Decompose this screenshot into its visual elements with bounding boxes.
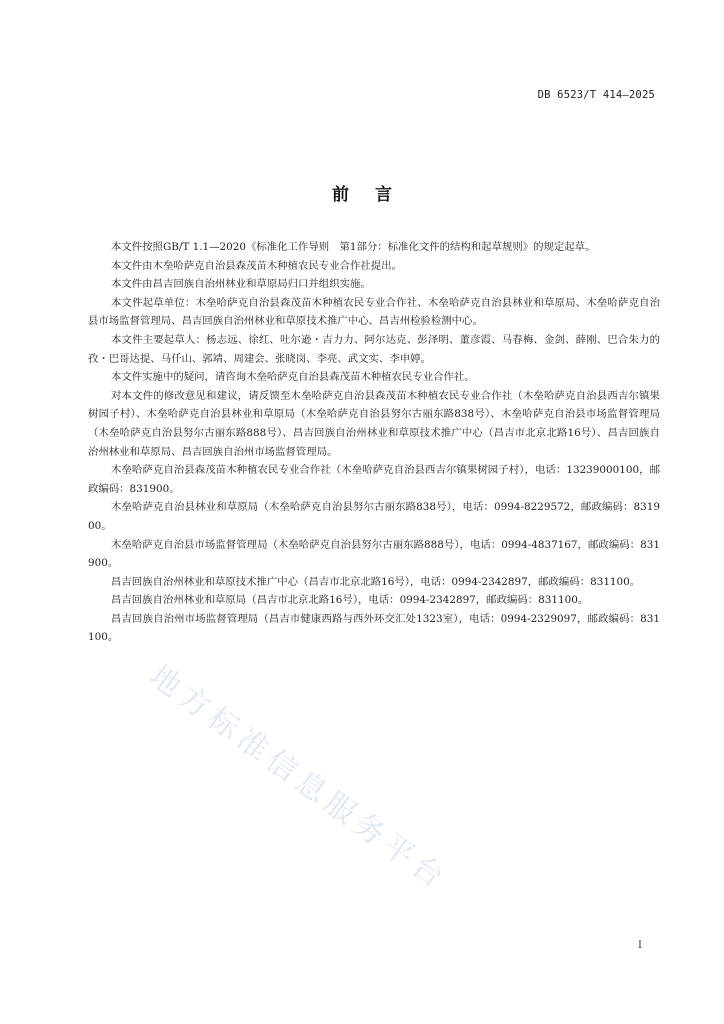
paragraph-administration: 本文件由昌吉回族自治州林业和草原局归口并组织实施。: [111, 278, 371, 291]
contact-prefecture-market: 昌吉回族自治州市场监督管理局（昌吉市健康西路与西外环交汇处1323室），电话：0994-2329097，邮政编码：831100。: [88, 612, 660, 644]
paragraph-drafting-units: 本文件起草单位：木垒哈萨克自治县森茂苗木种植农民专业合作社、木垒哈萨克自治县林业和草原局、木垒哈萨克自治县市场监督管理局、昌吉回族自治州林业和草原技术推广中心、昌吉州检验检测中心。: [88, 296, 660, 328]
contact-county-forestry: 木垒哈萨克自治县林业和草原局（木垒哈萨克自治县努尔古丽东路838号），电话：0994-8229572，邮政编码：831900。: [88, 501, 660, 532]
contact-prefecture-forestry: 昌吉回族自治州林业和草原局（昌吉市北京北路16号），电话：0994-2342897，邮政编码：831100。: [111, 594, 589, 607]
foreword-body: [88, 238, 660, 647]
paragraph-proposer: 本文件由木垒哈萨克自治县森茂苗木种植农民专业合作社提出。: [111, 259, 402, 272]
contact-prefecture-tech-center: 昌吉回族自治州林业和草原技术推广中心（昌吉市北京北路16号），电话：0994-2342897，邮政编码：831100。: [111, 575, 641, 588]
contact-cooperative: 木垒哈萨克自治县森茂苗木种植农民专业合作社（木垒哈萨克自治县西吉尔镇果树园子村），电话：13239000100，邮政编码：831900。: [88, 464, 660, 495]
paragraph-inquiries: 本文件实施中的疑问，请咨询木垒哈萨克自治县森茂苗木种植农民专业合作社。: [111, 371, 475, 384]
contact-county-market: 木垒哈萨克自治县市场监督管理局（木垒哈萨克自治县努尔古丽东路888号），电话：0994-4837167，邮政编码：831900。: [88, 538, 660, 570]
document-code: DB 6523/T 414—2025: [537, 89, 655, 101]
paragraph-feedback: 对本文件的修改意见和建议，请反馈至木垒哈萨克自治县森茂苗木种植农民专业合作社（木垒哈萨克自治县西吉尔镇果树园子村）、木垒哈萨克自治县林业和草原局（木垒哈萨克自治县努尔古丽东路838号）、木垒哈萨克自治县市场监督管理局（木垒哈萨克自治县努尔古丽东路888号）、昌吉回族自治州林业和草原技术推广中心（昌吉市北京北路16号）、昌吉回族自治州林业和草原局、昌吉回族自治州市场监督管理局。: [88, 389, 660, 458]
page-title: 前言: [332, 185, 418, 205]
paragraph-drafting-rules: 本文件按照GB/T 1.1—2020《标准化工作导则 第1部分：标准化文件的结构和起草规则》的规定起草。: [111, 241, 596, 253]
watermark: 地方标准信息服务平台: [142, 658, 455, 899]
paragraph-drafters: 本文件主要起草人：杨志远、徐红、吐尔逊・吉力力、阿尔达克、彭泽明、董彦霞、马春梅、金剑、薛刚、巴合朱力的孜・巴哥达提、马仟山、郭靖、周建会、张晓岗、李亮、武文实、李申婷。: [88, 333, 660, 365]
page-number: I: [638, 940, 642, 951]
